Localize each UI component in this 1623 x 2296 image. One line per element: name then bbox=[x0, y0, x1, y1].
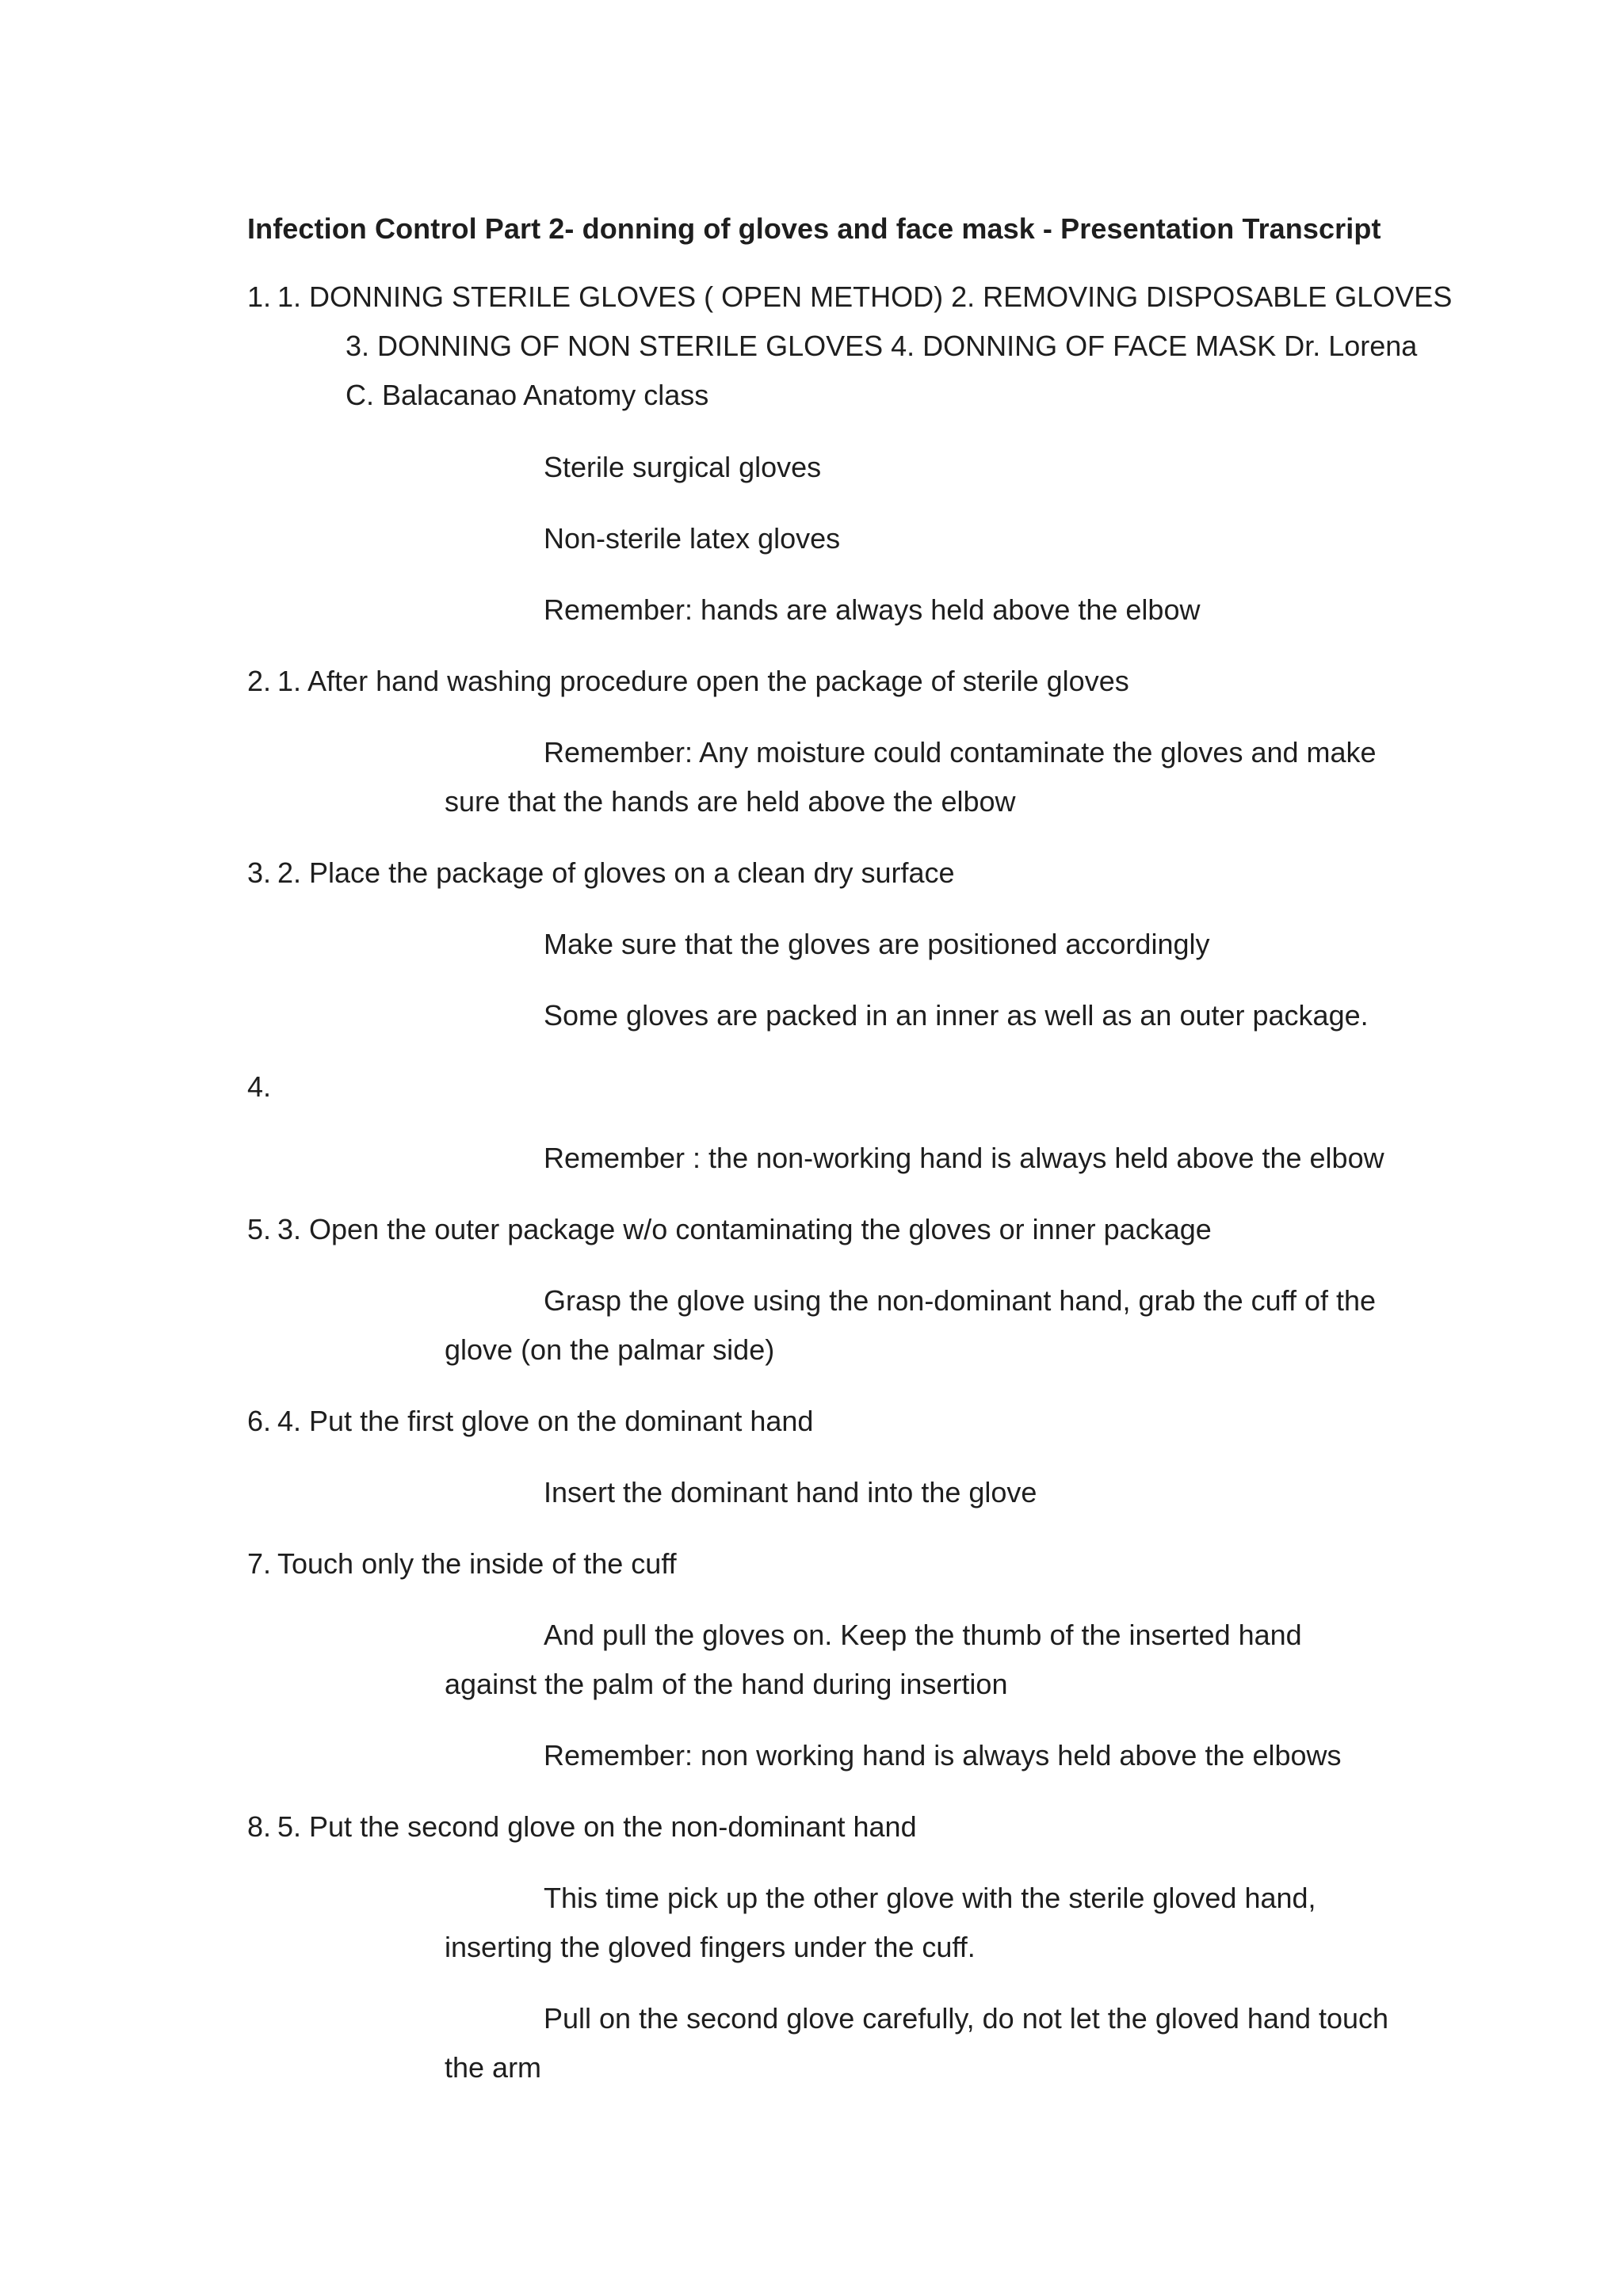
item-8-sub-1: This time pick up the other glove with the sterile gloved hand, bbox=[544, 1882, 1316, 1914]
item-3-sub-1: Make sure that the gloves are positioned accordingly bbox=[544, 928, 1210, 960]
item-7-sub-3: Remember: non working hand is always held above the elbows bbox=[544, 1739, 1342, 1772]
document-title: Infection Control Part 2- donning of gloves and face mask - Presentation Transcript bbox=[247, 212, 1381, 245]
item-8-sub-3: Pull on the second glove carefully, do not let the gloved hand touch bbox=[544, 2002, 1389, 2035]
item-1-sub-3: Remember: hands are always held above the elbow bbox=[544, 593, 1201, 626]
item-1-sub-2: Non-sterile latex gloves bbox=[544, 522, 841, 555]
item-1-line-3: C. Balacanao Anatomy class bbox=[346, 379, 709, 411]
item-2-line-1: 1. After hand washing procedure open the package of sterile gloves bbox=[277, 665, 1129, 697]
item-number-3: 3. bbox=[247, 856, 272, 889]
item-4-sub-1: Remember : the non-working hand is always held above the elbow bbox=[544, 1142, 1384, 1174]
item-7-line-1: Touch only the inside of the cuff bbox=[277, 1547, 677, 1580]
item-6-line-1: 4. Put the first glove on the dominant hand bbox=[277, 1405, 814, 1437]
item-8-line-1: 5. Put the second glove on the non-dominant hand bbox=[277, 1810, 917, 1843]
item-5-sub-1: Grasp the glove using the non-dominant hand, grab the cuff of the bbox=[544, 1284, 1377, 1317]
item-2-sub-1: Remember: Any moisture could contaminate the gloves and make bbox=[544, 736, 1377, 769]
item-1-line-1: 1. DONNING STERILE GLOVES ( OPEN METHOD) 2. REMOVING DISPOSABLE GLOVES bbox=[277, 280, 1453, 313]
item-number-8: 8. bbox=[247, 1810, 272, 1843]
item-1-sub-1: Sterile surgical gloves bbox=[544, 451, 822, 483]
item-3-sub-2: Some gloves are packed in an inner as well as an outer package. bbox=[544, 999, 1369, 1032]
item-number-6: 6. bbox=[247, 1405, 272, 1437]
item-number-1: 1. bbox=[247, 280, 272, 313]
item-8-sub-2: inserting the gloved fingers under the cuff. bbox=[445, 1931, 976, 1963]
item-number-7: 7. bbox=[247, 1547, 272, 1580]
item-2-sub-2: sure that the hands are held above the elbow bbox=[445, 785, 1016, 818]
item-7-sub-2: against the palm of the hand during insertion bbox=[445, 1668, 1008, 1700]
item-5-line-1: 3. Open the outer package w/o contaminating the gloves or inner package bbox=[277, 1213, 1212, 1245]
item-7-sub-1: And pull the gloves on. Keep the thumb of the inserted hand bbox=[544, 1619, 1302, 1651]
item-6-sub-1: Insert the dominant hand into the glove bbox=[544, 1476, 1037, 1508]
item-number-4: 4. bbox=[247, 1070, 272, 1103]
item-8-sub-4: the arm bbox=[445, 2051, 542, 2084]
item-3-line-1: 2. Place the package of gloves on a clean dry surface bbox=[277, 856, 955, 889]
item-number-2: 2. bbox=[247, 665, 272, 697]
item-5-sub-2: glove (on the palmar side) bbox=[445, 1333, 775, 1366]
item-1-line-2: 3. DONNING OF NON STERILE GLOVES 4. DONNING OF FACE MASK Dr. Lorena bbox=[346, 330, 1418, 362]
item-number-5: 5. bbox=[247, 1213, 272, 1245]
